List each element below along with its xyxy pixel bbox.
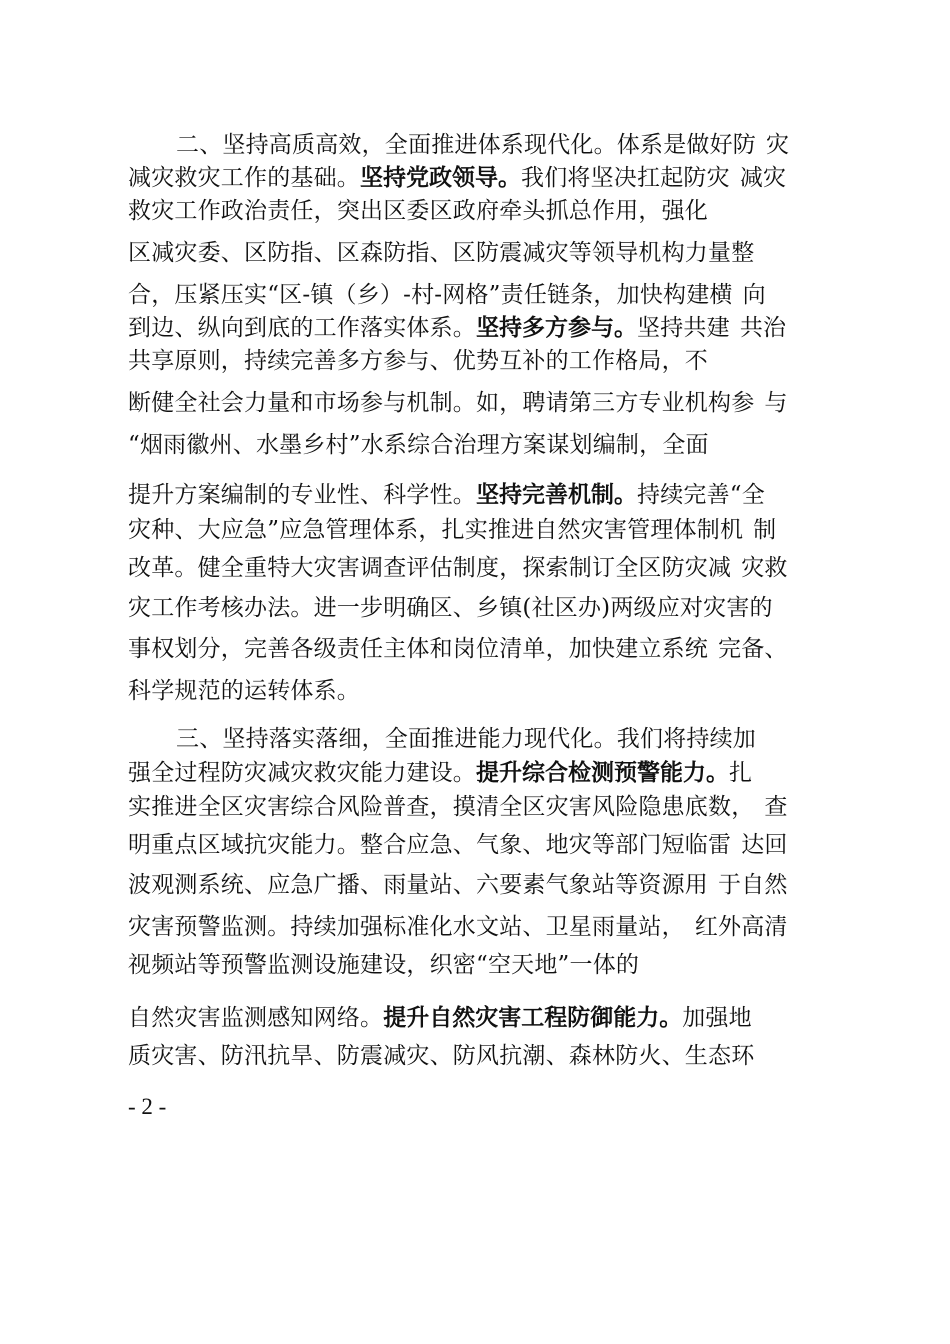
text-segment: 灾 [766,132,790,158]
text-segment: 断健全社会力量和市场参与机制。如，聘请第三方专业机构参 [128,390,755,416]
text-segment: 实推进全区灾害综合风险普查，摸清全区灾害风险隐患底数， [128,794,755,820]
text-segment: “烟雨徽州、水墨乡村”水系综合治理方案谋划编制，全面 [128,432,709,458]
text-line [128,430,709,460]
text-segment: 事权划分，完善各级责任主体和岗位清单，加快建立系统 [128,636,708,662]
text-line [128,830,788,860]
text-segment: 扎 [729,760,753,786]
text-segment: 科学规范的运转体系。 [128,678,360,704]
text-line [128,593,773,623]
text-segment: 灾救 [741,555,788,581]
text-line [128,912,788,942]
text-segment: 强全过程防灾减灾救灾能力建设。 [128,760,476,786]
text-segment: 加强地 [682,1005,752,1031]
text-segment: 合，压紧压实“区-镇（乡）-村-网格”责任链条，加快构建横 [128,282,733,308]
text-segment: 持续完善“全 [637,482,765,508]
text-line [128,553,788,583]
text-line [128,388,788,418]
text-segment: 改革。健全重特大灾害调查评估制度，探索制订全区防灾减 [128,555,732,581]
text-line [176,724,756,754]
text-segment: 与 [764,390,788,416]
text-line [128,676,360,706]
text-segment: 灾种、大应急”应急管理体系，扎实推进自然灾害管理体制机 [128,517,744,543]
text-segment: 提升方案编制的专业性、科学性。 [128,482,476,508]
text-segment: 减灾救灾工作的基础。 [128,165,360,191]
text-segment: 到边、纵向到底的工作落实体系。 [128,315,476,341]
text-line [128,238,754,268]
text-line [176,130,789,160]
text-segment: 向 [742,282,766,308]
text-line [128,346,708,376]
text-segment: 于自然 [718,872,788,898]
text-segment: 波观测系统、应急广播、雨量站、六要素气象站等资源用 [128,872,708,898]
text-segment: 我们将坚决扛起防灾 [521,165,730,191]
page-number: - 2 - [128,1094,167,1119]
text-segment: 区减灾委、区防指、区森防指、区防震减灾等领导机构力量整 [128,240,755,266]
text-line [128,950,639,980]
bold-heading-text: 坚持完善机制。 [476,482,637,508]
bold-heading-text: 坚持党政领导。 [360,165,521,191]
bold-heading-text: 提升自然灾害工程防御能力。 [383,1005,683,1031]
bold-heading-text: 提升综合检测预警能力。 [476,760,729,786]
text-segment: 红外高清 [694,914,788,940]
text-segment: 灾害预警监测。持续加强标准化水文站、卫星雨量站， [128,914,685,940]
text-segment: 共享原则，持续完善多方参与、优势互补的工作格局，不 [128,348,708,374]
text-line [128,163,786,193]
text-line [128,515,776,545]
text-segment: 共治 [739,315,787,341]
text-segment: 坚持共建 [637,315,730,341]
text-line [128,1003,752,1033]
text-segment: 灾工作考核办法。进一步明确区、乡镇(社区办)两级应对灾害的 [128,595,773,621]
text-segment: 查 [764,794,788,820]
bold-heading-text: 坚持多方参与。 [476,315,637,341]
text-line [128,313,786,343]
text-segment: 明重点区域抗灾能力。整合应急、气象、地灾等部门短临雷 [128,832,732,858]
text-segment: 视频站等预警监测设施建设，织密“空天地”一体的 [128,952,640,978]
text-line [128,758,752,788]
text-line [128,870,788,900]
text-segment: 减灾 [739,165,787,191]
text-line [128,634,788,664]
text-line [128,1041,754,1071]
text-line [128,792,788,822]
text-segment: 自然灾害监测感知网络。 [128,1005,384,1031]
text-segment: 质灾害、防汛抗旱、防震减灾、防风抗潮、森林防火、生态环 [128,1043,755,1069]
text-segment: 三、坚持落实落细，全面推进能力现代化。我们将持续加 [176,726,756,752]
text-segment: 二、坚持高质高效，全面推进体系现代化。体系是做好防 [176,132,756,158]
text-segment: 制 [753,517,777,543]
text-segment: 完备、 [718,636,788,662]
text-segment: 救灾工作政治责任，突出区委区政府牵头抓总作用，强化 [128,198,708,224]
text-line [128,196,708,226]
text-line [128,480,765,510]
text-line [128,280,766,310]
text-segment: 达回 [741,832,788,858]
